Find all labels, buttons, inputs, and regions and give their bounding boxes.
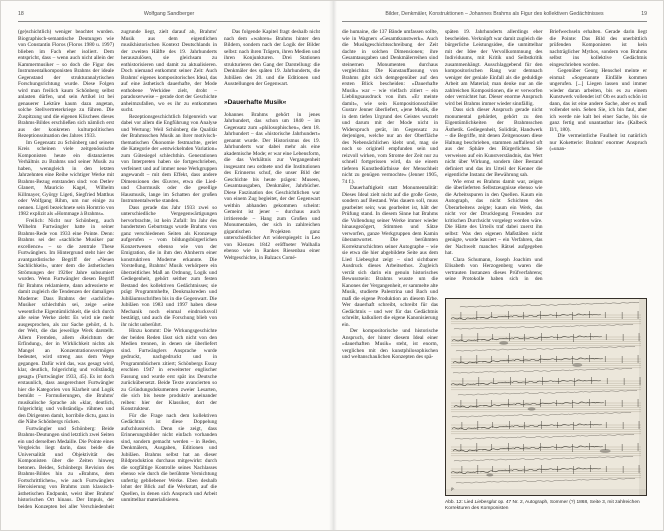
paragraph: Für die Frage nach dem kollektiven Gedächtnis ist diese Doppelung aufschlussreich. Denn sie zeigt, dass Erinnerungsbilder nicht einfach vorhanden sind, sondern gemacht werden – in Reden, Denkmälern, Ausgaben, Editionen und Jubiläen. Brahms selbst hat an dieser Bildproduktion durchaus mitgewirkt: durch die sorgfältige Kontrolle seines Nachlasses ebenso wie durch die berühmte Vernichtung unfertig gebliebener Werke. Eben deshalb lohnt der Blick auf die Werkstatt, auf die Quellen, in denen sich Anspruch und Arbeit unmittelbar materialisieren. xyxy=(121,412,217,503)
left-text-columns xyxy=(18,29,320,513)
paragraph: Hinzu kommt: Die Wirkungsgeschichte der beiden Reden lässt sich nicht von den Medien trennen, in denen sie überliefert sind. Furtwänglers Ansprache wurde gedruckt, nachgedruckt und in Programmbüchern zitiert; Schönbergs Essay erschien 1947 in erweiterter englischer Fassung und wurde erst spät ins Deutsche zurückübersetzt. Beide Texte avancierten so zu Gründungsdokumenten zweier Lesarten, die sich bis heute produktiv aneinander reiben: hier der Klassiker, dort der Konstrukteur. xyxy=(121,328,217,412)
paragraph: Freilich: Nicht nur Schönberg, auch Wilhelm Furtwängler hatte in seiner Brahms-Rede von 1933 eine Pointe. Denn: Brahms sei der »sachliche Musiker par excellence« – so die zentrale These Furtwänglers. Im Hintergrund steht hier der avantgardistische Begriff der »Neuen Sachlichkeit«, unter dem die ästhetischen Strömungen der 1920er Jahre subsumiert wurden. Wenn Furtwängler diesen Begriff für Brahms reklamierte, dann adressierte er damit zugleich die Tendenzen der damaligen Moderne: Dass Brahms der ›sachliche‹ Musiker schlechthin sei, zeige »eine wesentliche Eigentümlichkeit, die sich durch alle seine Werke zieht: Es wird nie mehr ausgesprochen, als zur Sache gehört, d. h. der Welt, die das jeweilige Werk darstellt. Allem Fremden, allem ›Reichtum der Erfindung‹, der in Wirklichkeit nichts als Mangel an Konzentrationsvermögen bedeutet, wird streng aus dem Wege gegangen. Dafür wird das, was gesagt wird, klar, deutlich, folgerichtig und vollständig gesagt« (Furtwängler 1933, 45). Es ist doch erstaunlich, dass ausgerechnet Furtwängler hier die Kategorien von Klarheit und Logik bemüht – Formulierungen, die Brahms' musikalische Sprache als »klar, deutlich, folgerichtig und vollständig« rühmen und den Dirigenten damit, horribile dictu, ganz in die Nähe Schönbergs rücken. xyxy=(18,217,114,425)
paragraph: Gegenüber Georg Henschel meinte er einmal: »Sogenannte Einfälle kommen ungerufen. [...] Liegen lassen und immer wieder daran arbeiten, bis es zu einem Kunstwerk vollendet ist! Ob es auch schön ist dann, das ist eine andere Sache, aber es muß vollendet sein. Sehen Sie, ich bin faul, aber ich werde nie kalt bei einer Sache, bis sie ganz fertig und unantastbar ist« (Kalbeck II/1, 180). xyxy=(549,68,647,133)
paragraph: Dass gerade das Jahr 1933 zwei so unterschiedliche Vergegenwärtigungen hervorbrachte, ist kein Zufall: Im Jahr des hundertsten Geburtstags wurde Brahms von ganz verschiedenen Seiten als Kronzeuge aufgerufen – vom bildungsbürgerlichen Konzertwesen ebenso wie von der Emigration, die in ihm den Ahnherrn einer konstruktiven Moderne erkannte. Die Vorstellung, Brahms' Musik verkörpere ein überzeitliches Maß an Ordnung, Logik und Gediegenheit, gehört seither zum festen Bestand des kollektiven Gedächtnisses; sie prägt Programmhefte, Denkmalsreden und Jubiläumsschriften bis in die Gegenwart. Die Jubiläen von 1983 und 1997 haben diese Mechanik noch einmal eindrucksvoll bestätigt, und auch die Forschung blieb von ihr nicht unberührt. xyxy=(121,204,217,328)
manuscript-image xyxy=(446,299,646,495)
paragraph: Die vermeintliche Faulheit ist natürlich nur Koketterie: Brahms' enormer Anspruch (»unan- xyxy=(549,133,647,152)
right-page xyxy=(332,1,663,530)
paragraph: Dauerhaftigkeit statt Monumentalität: Dieses Ideal zielt nicht auf die große Geste, sondern auf Bestand. Was dauern soll, muss gearbeitet sein; was gearbeitet ist, hält der Prüfung stand. In diesem Sinne hat Brahms die Vollendung seiner Werke immer wieder hinausgezögert, Stimmen und Sätze verworfen, ganze Werkgruppen dem Kamin überantwortet. Die berühmten Korrekturschichten seiner Autographe – wie sie etwa die hier abgebildete Seite aus dem Lied Liebesglut zeigt – sind sichtbarer Ausdruck dieses Arbeitsethos. Zugleich verrät sich darin ein genuin historisches Bewusstsein: Brahms wusste um die Kanones der Vergangenheit, er sammelte alte Musik, studierte Palestrina und Bach und maß die eigene Produktion an diesem Erbe. Wer dauerhaft schreibt, schreibt für das Gedächtnis – und wer für das Gedächtnis schreibt, kalkuliert die eigene Kanonisierung ein. xyxy=(342,185,438,328)
figure-caption xyxy=(445,500,647,512)
paragraph: Furtwängler und Schönberg: Beide Brahms-Deutungen sind letztlich zwei Seiten ein und derselben Medaille. Die Pointe eines Vergleichs liegt darin, dass beide die Universalität und Objektivität des Komponisten über die Zeiten hinweg betonen. Beides, Schönbergs Revision des Brahms-Bildes hin zu »Brahms, dem Fortschrittlichen«, wie auch Furtwänglers Heroisierung von Brahms zum klassisch-ästhetischen Endpunkt, weist über Brahms' historischen Ort hinaus. Der Impuls, der beiden Konzepten bei aller Verschiedenheit zugrunde liegt, zielt darauf ab, Brahms' Musik aus dem eigentlichen musikhistorischen Kontext Deutschlands in der zweiten Hälfte des 19. Jahrhunderts herauszulösen, sie gleichsam zu enthistorisieren und damit zu aktualisieren. Doch niemand entkommt seiner Zeit: Auch Brahms' eigenes kompositorisches Ideal, das auf eine ästhetisch dauerhafte, der Mode enthobene Werkidee zielt, droht – paradoxerweise – gerade dort der Geschichte anheimzufallen, wo es ihr zu entkommen sucht. xyxy=(18,29,217,510)
running-head-left: Wolfgang Sandberger xyxy=(143,11,195,17)
page-number-right: 19 xyxy=(641,11,647,17)
section-heading: »Dauerhafte Musik« xyxy=(224,98,287,106)
paragraph: (ge)schichtlich) weniger beachtet wurden. Biographisch-semantische Deutungen wie von Constantin Floros (Floros 1980 u. 1997) blieben im Fach eher isoliert. Dem entspricht, dass – wenn auch nicht allein der Kammermusiker – so doch die Figur des Instrumentalkomponisten Brahms der ideale Gegenstand der strukturanalytischen Forschungsrichtung wurde. Diese Folgen wird man freilich kaum Schönberg selbst anlasten dürfen, und sein Artikel ist bei genauerer Lektüre kaum dazu angetan, solche Stellvertreterkriege zu führen. Die Zuspitzung und die eigenen Klischees dieses Brahms-Bildes erschließen sich nämlich erst aus der konkreten kulturpolitischen Rezeptionssituation des Jahres 1933. xyxy=(18,29,114,139)
paragraph: Rezeptionsgeschichtlich folgenreich war dabei vor allem die Engführung von Analyse und Wertung: Weil Schönberg die Qualität der Brahmsschen Musik an ihrer motivisch-thematischen Ökonomie festmachte, geriet die Kategorie der »entwickelnden Variation« zum Gütesiegel schlechthin. Generationen von Interpreten haben sie fortgeschrieben, verfeinert und auf immer neue Werkgruppen angewandt – mit dem Effekt, dass andere Dimensionen des Œuvres, etwa die Lied- und Chormusik oder die gesellige Hausmusik, lange im Schatten der großen Instrumentalwerke standen. xyxy=(121,113,217,204)
caption-suffix: op. 47 Nr. 2, Autograph, Sommer (?) 1868, Seite 3, mit zahlreichen Korrekturen des Komponisten xyxy=(445,500,640,511)
right-page-header xyxy=(342,11,647,22)
caption-work-title: Liebesglut xyxy=(474,500,497,505)
paragraph: Dass sich dieser Anspruch gerade nicht monumental gebärdet, gehört zu den Eigentümlichkeiten der Brahmsschen Ästhetik. Gediegenheit, Solidität, Handwerk – die Begriffe, mit denen Zeitgenossen diese Haltung beschrieben, stammen auffallend oft aus der Sphäre des Bürgerlichen. Sie verweisen auf ein Kunstverständnis, das Wert nicht über Wirkung, sondern über Bestand definiert und das im Urteil der Kenner die eigentliche Instanz der Bewährung sah. xyxy=(445,107,543,178)
right-page-right-area xyxy=(445,29,647,513)
right-page-body xyxy=(342,29,647,513)
manuscript-frame xyxy=(445,298,647,496)
paragraph: späten 19. Jahrhunderts allerdings eher bescheiden. Verknüpft war damit zugleich die bürgerliche Leistungsidee, die unmittelbar mit der Idee der Vervollkommnung des Individuums, mit Kritik und Selbstkritik zusammenhängt. Ausschlaggebend für den kompositorischen Rang war demnach weniger der geniale Einfall als die geduldige Arbeit am Material; man denke nur an die zahlreichen Kompositionen, die er verworfen oder vernichtet hat. Dieser enorme Anspruch wird bei Brahms immer wieder sinnfällig. xyxy=(445,29,543,107)
paragraph: Der kompositorische und historische Anspruch, der hinter diesem Ideal einer »dauerhaften Musik« steht, ist enorm, verglichen mit den kunstphilosophischen und weltanschaulichen Konzepten des spä- xyxy=(342,328,438,360)
page-number-left: 18 xyxy=(18,11,24,17)
paragraph: Im Gegensatz zu Schönberg und seinem Kreis scheinen viele zeitgenössische Komponisten heute ein distanziertes Verhältnis zu Brahms und seiner Musik zu haben, wenngleich in den letzten Jahrzehnten eine Reihe wichtiger Werke mit Brahms-Bezug entstanden sind: von Detlev Glanert, Mauricio Kagel, Wilhelm Killmayer, György Ligeti, Siegfried Matthus oder Wolfgang Rihm, um nur einige zu nennen. Ligeti bezeichnete sein Horntrio von 1982 explizit als »Hommage à Brahms«. xyxy=(18,139,114,217)
right-text-column-1 xyxy=(342,29,438,513)
right-text-columns-2-3 xyxy=(445,29,647,287)
paragraph: die humaine, die 137 Bände umfassen sollte, wie in Wagners »Gesamtkunstwerk«. Auch die Musikgeschichtsschreibung der Zeit dachte in solchen Dimensionen; ihre Gesamtausgaben und Denkmälerreihen sind steinernen Monumenten durchaus vergleichbar. Die Kunstauffassung von Brahms gibt sich demgegenüber auf den ersten Blick bescheiden: »Dauerhafte Musik« war – wie vielfach zitiert – ein Lieblingsausdruck von ihm. »Er meinte damit«, wie sein Kompositionsschüler Gustav Jenner überliefert, »jene Musik, die in dem tiefen Urgrund des Geistes wurzelt und darum mit der Mode nicht in Widerspruch gerät, im Gegensatz zu derjenigen, welche nur an der Oberfläche des Nebensächlichen klebt und, mag sie noch so originell empfunden sein und reizvoll wirken, vom Strome der Zeit nur zu schnell fortgerissen wird, da sie einem tieferen Kunstbedürfnisse der Menschheit nicht zu genügen vermochte« (Jenner 1905, 74 f.). xyxy=(342,29,438,185)
figure-abb-12 xyxy=(445,298,647,512)
caption-prefix: Abb. 12: Lied xyxy=(445,500,475,505)
paragraph: Das folgende Kapitel fragt deshalb nicht nach dem »wahren« Brahms hinter den Bildern, sondern nach der Logik der Bilder selbst: nach ihren Trägern, ihren Medien und ihren Konjunkturen. Drei Stationen strukturieren den Gang der Darstellung: die Denkmäler des späten 19. Jahrhunderts, die Jubiläen des 20. und die Editionen und Ausstellungen der Gegenwart. xyxy=(224,29,320,87)
running-head-right: Bilder, Denkmäler, Konstruktionen – Johannes Brahms als Figur des kollektiven Gedächtnisses xyxy=(385,11,604,17)
paragraph: Wie ernst es Brahms damit war, zeigen die überlieferten Selbstzeugnisse ebenso wie die Arbeitsspuren in den Quellen. Kaum ein Autograph, das nicht Schichten des Überarbeitens zeigte; kaum ein Werk, das nicht vor der Drucklegung Freunden zur kritischen Durchsicht vorgelegt worden wäre. Die Härte des Urteils traf dabei zuerst ihn selbst: Was den eigenen Maßstäben nicht genügte, wurde kassiert – ein Verfahren, das der Nachwelt manches Rätsel aufgegeben hat. xyxy=(445,178,543,256)
paragraph: Clara Schumann, Joseph Joachim und Elisabeth von Herzogenberg waren die vertrauten Instanzen dieses Prüfverfahrens; seine Protokolle haben sich in den Briefwechseln erhalten. Gerade darin liegt die Pointe: Das Bild des unerbittlich prüfenden Komponisten ist kein nachträglicher Mythos, sondern von Brahms selbst ins kollektive Gedächtnis eingeschrieben worden. xyxy=(445,29,647,282)
paragraph: Johannes Brahms gehört in jenes Jahrhundert, das schon um 1840 – im Gegensatz zum »philosophischen«, dem 18. Jahrhundert – das »historische Jahrhundert« genannt wurde. Der Historismus des 19. Jahrhunderts war dabei mehr als eine akademische Mode; er war eine Lebensform, die das Verhältnis zur Vergangenheit insgesamt neu ordnete und die Institutionen des Erinnerns schuf, die unser Bild der Geschichte bis heute prägen: Museen, Gesamtausgaben, Denkmäler, Jahrbücher. Diese Faszination des Geschichtlichen war von einem Zug begleitet, der der Gegenwart weithin abhanden gekommen scheint: Gemeint ist jener – durchaus auch irritierende – Hang zum Großen und Monumentalen, der sich in zahlreichen gigantischen Projekten ganz unterschiedlicher Art widerspiegelt: in Leo von Klenzes 1842 eröffneter Walhalla ebenso wie in Rankes Riesenbau einer Weltgeschichte, in Balzacs Comé- xyxy=(224,111,320,261)
left-page-header xyxy=(18,11,320,22)
left-page xyxy=(1,1,332,530)
plate-mark: fr. xyxy=(451,485,455,491)
